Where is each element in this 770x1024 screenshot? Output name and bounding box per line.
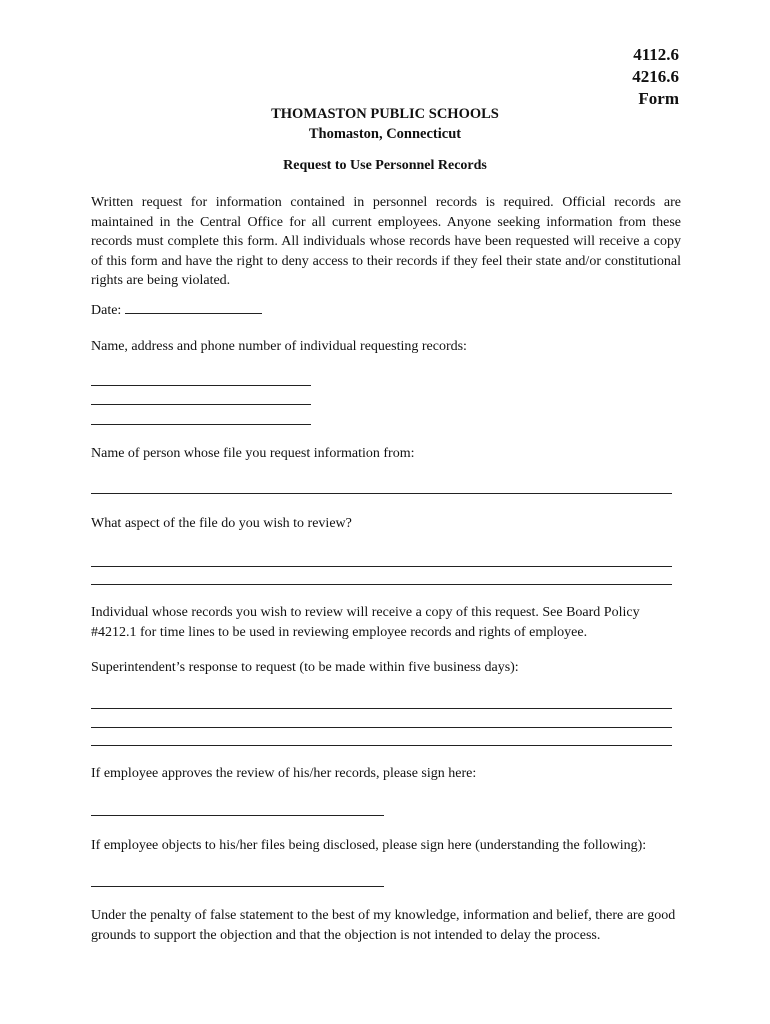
aspect-input-line[interactable]	[91, 566, 672, 567]
requester-label: Name, address and phone number of individual requesting records:	[91, 339, 467, 354]
superintendent-input-line[interactable]	[91, 745, 672, 746]
form-label: Form	[638, 89, 679, 108]
superintendent-label: Superintendent’s response to request (to be made within five business days):	[91, 660, 519, 675]
superintendent-input-line[interactable]	[91, 727, 672, 728]
object-signature-line[interactable]	[91, 886, 384, 887]
subject-label: Name of person whose file you request information from:	[91, 446, 415, 461]
superintendent-input-line[interactable]	[91, 708, 672, 709]
document-header	[0, 104, 770, 144]
policy-code: 4112.6	[633, 45, 679, 64]
date-field	[91, 300, 262, 320]
aspect-label: What aspect of the file do you wish to review?	[91, 516, 352, 531]
notice-paragraph: Individual whose records you wish to review will receive a copy of this request. See Board Policy #4212.1 for time lines to be used in reviewing employee records and rights of employee.	[91, 605, 640, 640]
date-input-line[interactable]	[125, 300, 262, 314]
requester-input-line[interactable]	[91, 404, 311, 405]
subject-input-line[interactable]	[91, 493, 672, 494]
policy-codes	[632, 44, 679, 110]
approve-label: If employee approves the review of his/her records, please sign here:	[91, 766, 477, 781]
object-label: If employee objects to his/her files being disclosed, please sign here (understanding the following):	[91, 838, 647, 853]
intro-paragraph: Written request for information contained in personnel records is required. Official records are maintained in the Central Office for all current employees. Anyone seeking information from these records must complete this form. All individuals whose records have been requested will receive a copy of this form and have the right to deny access to their records if they feel their state and/or constitutional rights are being violated.	[91, 195, 681, 289]
policy-code: 4216.6	[632, 67, 679, 86]
date-label: Date:	[91, 303, 122, 318]
district-location: Thomaston, Connecticut	[308, 126, 462, 142]
requester-input-line[interactable]	[91, 424, 311, 425]
district-name: THOMASTON PUBLIC SCHOOLS	[271, 106, 499, 122]
aspect-input-line[interactable]	[91, 584, 672, 585]
form-title: Request to Use Personnel Records	[283, 158, 487, 173]
penalty-statement: Under the penalty of false statement to the best of my knowledge, information and belief, there are good grounds to support the objection and that the objection is not intended to delay the process.	[91, 908, 676, 943]
requester-input-line[interactable]	[91, 385, 311, 386]
approve-signature-line[interactable]	[91, 815, 384, 816]
